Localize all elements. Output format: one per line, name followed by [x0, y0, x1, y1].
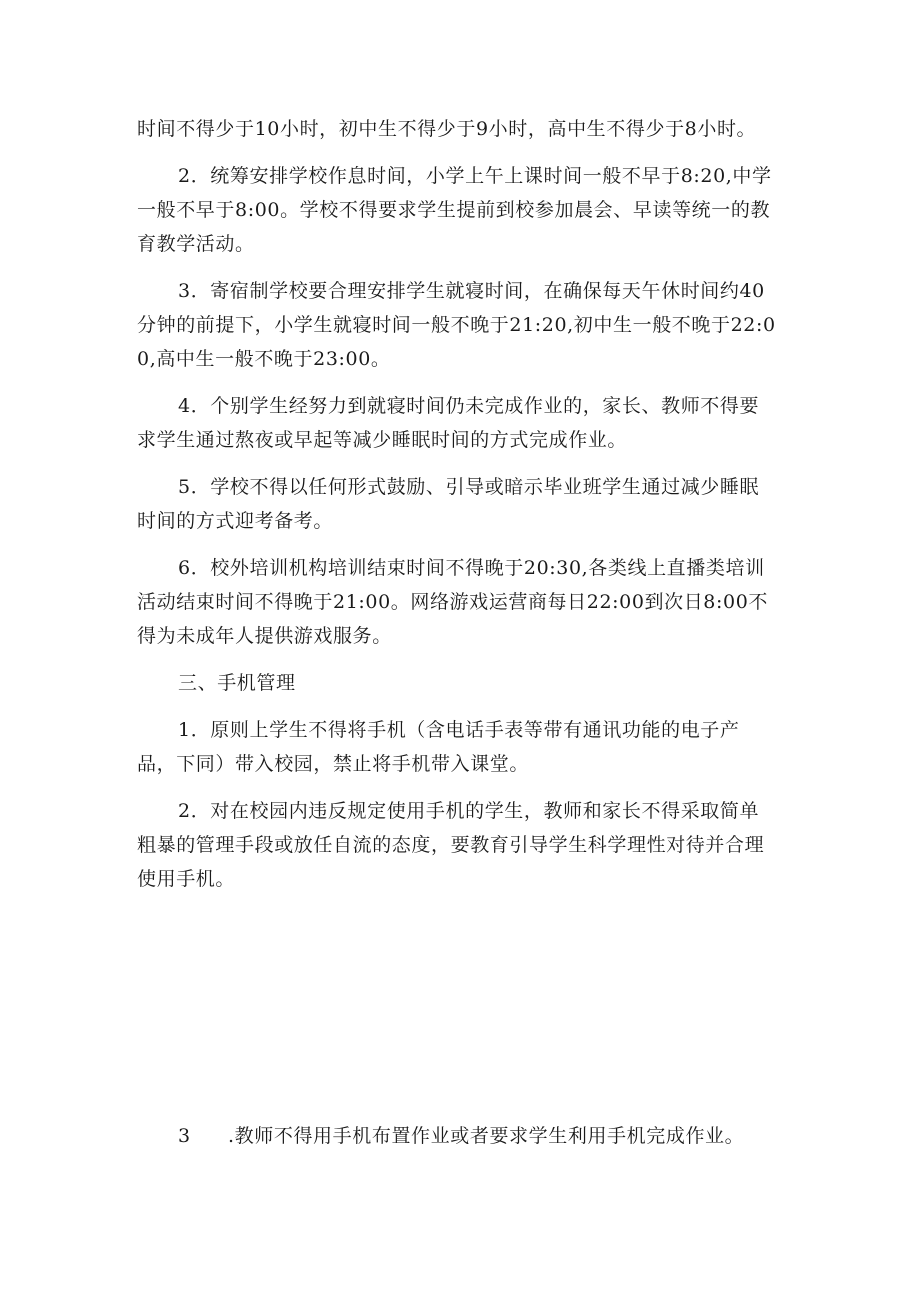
paragraph-phone-item-2: 2．对在校园内违反规定使用手机的学生，教师和家长不得采取简单粗暴的管理手段或放任自流的态度，要教育引导学生科学理性对待并合理使用手机。 [137, 800, 765, 890]
item-text: .教师不得用手机布置作业或者要求学生利用手机完成作业。 [228, 1125, 745, 1147]
paragraph-item-5-graduating: 5．学校不得以任何形式鼓励、引导或暗示毕业班学生通过减少睡眠时间的方式迎考备考。 [137, 476, 760, 532]
paragraph-item-2-schedule: 2．统筹安排学校作息时间，小学上午上课时间一般不早于8:20,中学一般不早于8:00。学校不得要求学生提前到校参加晨会、早读等统一的教育教学活动。 [137, 165, 772, 255]
paragraph-item-4-homework: 4．个别学生经努力到就寝时间仍未完成作业的，家长、教师不得要求学生通过熬夜或早起等减少睡眠时间的方式完成作业。 [137, 395, 760, 451]
item-number: 3 [178, 1125, 191, 1147]
paragraph-sleep-hours-continued: 时间不得少于10小时，初中生不得少于9小时，高中生不得少于8小时。 [137, 118, 757, 140]
paragraph-phone-item-3 [178, 1119, 798, 1153]
paragraph-item-3-boarding: 3．寄宿制学校要合理安排学生就寝时间，在确保每天午休时间约40分钟的前提下，小学生就寝时间一般不晚于21:20,初中生一般不晚于22:00,高中生一般不晚于23:00。 [137, 280, 776, 370]
section-heading-phone-management: 三、手机管理 [178, 672, 296, 694]
paragraph-phone-item-1: 1．原则上学生不得将手机（含电话手表等带有通讯功能的电子产品，下同）带入校园，禁止将手机带入课堂。 [137, 719, 740, 775]
paragraph-item-6-training: 6．校外培训机构培训结束时间不得晚于20:30,各类线上直播类培训活动结束时间不得晚于21:00。网络游戏运营商每日22:00到次日8:00不得为未成年人提供游戏服务。 [137, 557, 768, 647]
document-body [137, 112, 777, 896]
